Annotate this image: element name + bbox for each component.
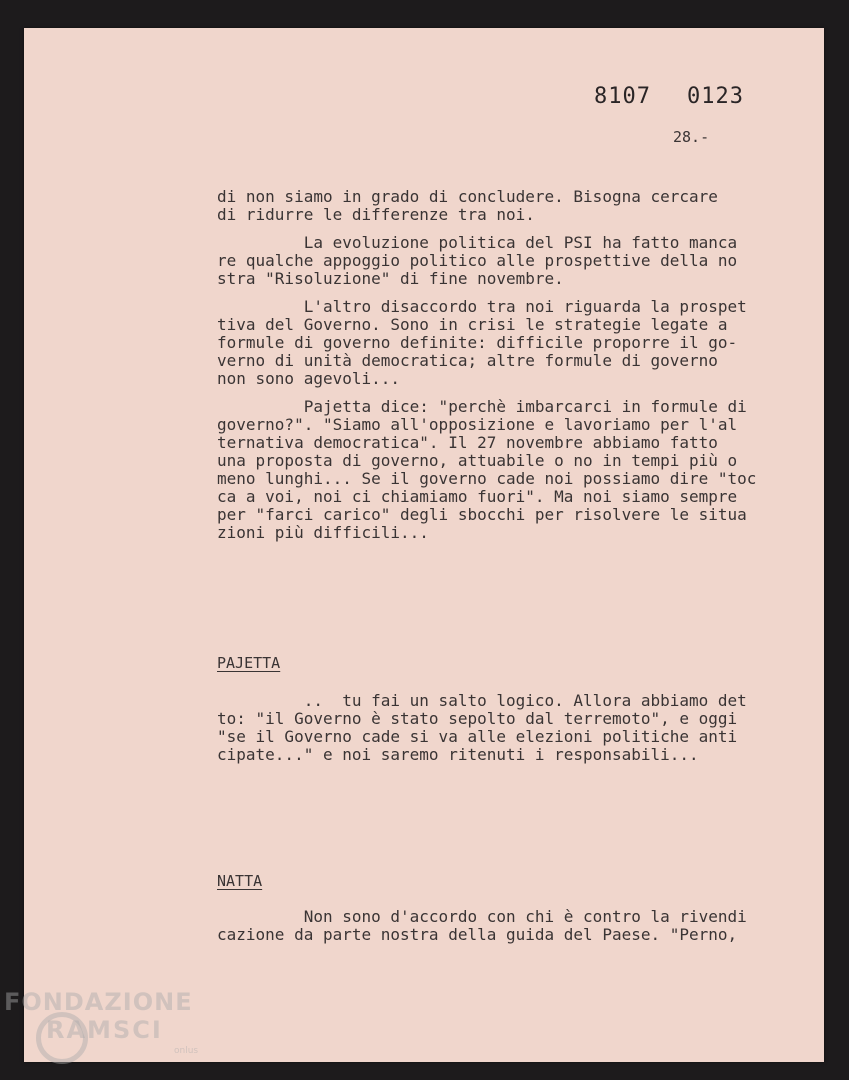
text-line: meno lunghi... Se il governo cade noi possiamo dire "toc [217,469,757,488]
watermark-line2: RAMSCI [46,1016,163,1044]
speaker-name [217,872,262,890]
speaker-name [217,654,280,672]
text-line: formule di governo definite: difficile proporre il go- [217,333,738,352]
text-line: re qualche appoggio politico alle prospettive della no [217,251,738,270]
text-line: Pajetta dice: "perchè imbarcarci in formule di [217,397,747,416]
text-line: Non sono d'accordo con chi è contro la rivendi [217,907,747,926]
text-line: governo?". "Siamo all'opposizione e lavoriamo per l'al [217,415,738,434]
watermark-line1: FONDAZIONE [4,988,193,1016]
text-line: L'altro disaccordo tra noi riguarda la prospet [217,297,747,316]
page-number: 28.- [673,128,710,146]
text-line: ternativa democratica". Il 27 novembre abbiamo fatto [217,433,718,452]
archive-ref-left: 8107 [594,84,651,109]
text-line: una proposta di governo, attuabile o no in tempi più o [217,451,738,470]
text-line: tiva del Governo. Sono in crisi le strategie legate a [217,315,728,334]
speaker-pajetta: PAJETTA [217,654,281,672]
text-line: "se il Governo cade si va alle elezioni politiche anti [217,727,738,746]
text-line: ca a voi, noi ci chiamiamo fuori". Ma noi siamo sempre [217,487,738,506]
text-line: cipate..." e noi saremo ritenuti i responsabili... [217,745,699,764]
text-line: di non siamo in grado di concludere. Bisogna cercare [217,187,718,206]
text-line: .. tu fai un salto logico. Allora abbiamo det [217,691,747,710]
speaker-natta: NATTA [217,872,263,890]
text-line: non sono agevoli... [217,369,401,388]
text-line: cazione da parte nostra della guida del Paese. "Perno, [217,925,738,944]
watermark-line3: onlus [174,1046,199,1056]
text-line: per "farci carico" degli sbocchi per risolvere le situa [217,505,747,524]
text-line: verno di unità democratica; altre formule di governo [217,351,718,370]
document-page [24,28,824,1062]
text-line: La evoluzione politica del PSI ha fatto manca [217,233,738,252]
archive-ref-right: 0123 [687,84,744,109]
text-line: zioni più difficili... [217,523,429,542]
text-line: di ridurre le differenze tra noi. [217,205,535,224]
text-line: stra "Risoluzione" di fine novembre. [217,269,564,288]
text-line: to: "il Governo è stato sepolto dal terremoto", e oggi [217,709,738,728]
